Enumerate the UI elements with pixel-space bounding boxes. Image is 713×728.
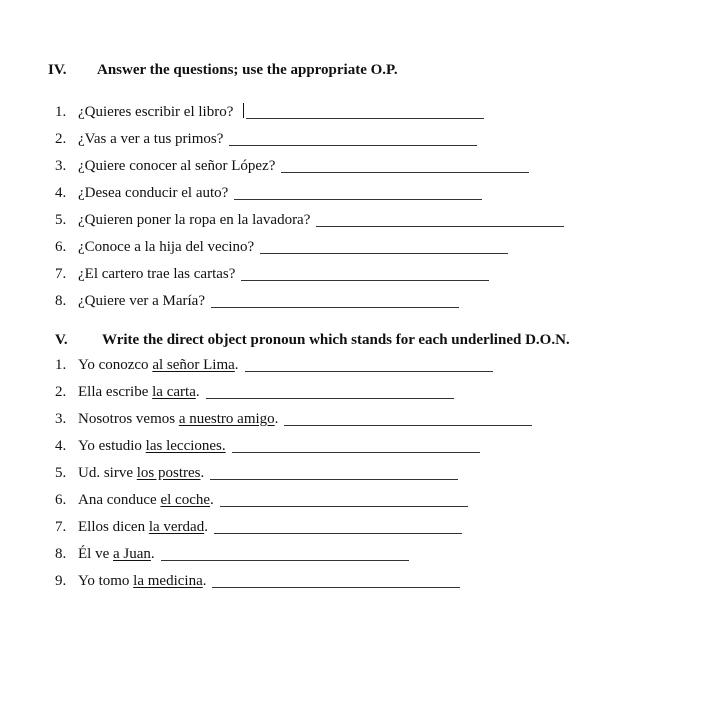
sentence-number: 6. [55, 492, 67, 508]
answer-blank[interactable] [234, 198, 482, 200]
answer-blank[interactable] [211, 306, 459, 308]
question-text: ¿Quieren poner la ropa en la lavadora? [78, 212, 311, 228]
underlined-don: las lecciones. [145, 438, 226, 454]
answer-blank[interactable] [316, 225, 564, 227]
sentence-text: Él ve [78, 546, 113, 562]
answer-blank[interactable] [241, 279, 489, 281]
sentence-number: 9. [55, 573, 67, 589]
sentence-text: Nosotros vemos [78, 411, 179, 427]
question-row [55, 184, 482, 202]
section-iv-numeral: IV. [48, 62, 67, 78]
question-text: ¿Vas a ver a tus primos? [78, 131, 224, 147]
sentence-punctuation: . [204, 519, 208, 535]
underlined-don: la carta [152, 384, 196, 400]
sentence-text: Ud. sirve [78, 465, 137, 481]
question-row [55, 292, 459, 310]
answer-blank[interactable] [220, 505, 468, 507]
sentence-row [55, 356, 493, 374]
answer-blank[interactable] [246, 117, 484, 119]
sentence-number: 5. [55, 465, 67, 481]
sentence-row [55, 545, 409, 563]
question-text: ¿Quiere conocer al señor López? [78, 158, 276, 174]
sentence-row [55, 491, 468, 509]
underlined-don: la verdad [148, 519, 205, 535]
answer-blank[interactable] [232, 451, 480, 453]
section-v-heading: Write the direct object pronoun which stands for each underlined D.O.N. [102, 332, 570, 348]
sentence-text: Ellos dicen [78, 519, 149, 535]
question-row [55, 238, 508, 256]
question-number: 5. [55, 212, 67, 228]
text-cursor [243, 103, 244, 118]
sentence-text: Yo tomo [78, 573, 134, 589]
question-number: 3. [55, 158, 67, 174]
sentence-text: Yo estudio [78, 438, 146, 454]
sentence-row [55, 437, 480, 455]
sentence-number: 1. [55, 357, 67, 373]
question-text: ¿Quieres escribir el libro? [78, 104, 234, 120]
question-row [55, 265, 489, 283]
question-text: ¿Quiere ver a María? [78, 293, 206, 309]
sentence-punctuation: . [195, 384, 200, 400]
underlined-don: la medicina [133, 573, 203, 589]
answer-blank[interactable] [212, 586, 460, 588]
sentence-text: Ana conduce [78, 492, 161, 508]
question-number: 4. [55, 185, 67, 201]
answer-blank[interactable] [214, 532, 462, 534]
underlined-don: los postres [136, 465, 201, 481]
sentence-punctuation: . [210, 492, 214, 508]
sentence-row [55, 464, 458, 482]
sentence-row [55, 410, 532, 428]
sentence-punctuation: . [234, 357, 239, 373]
underlined-don: al señor Lima [152, 357, 235, 373]
answer-blank[interactable] [260, 252, 508, 254]
sentence-number: 7. [55, 519, 67, 535]
sentence-punctuation: . [150, 546, 155, 562]
question-row [55, 157, 529, 175]
section-v-numeral: V. [55, 332, 68, 348]
underlined-don: el coche [160, 492, 211, 508]
sentence-number: 2. [55, 384, 67, 400]
answer-blank[interactable] [245, 370, 493, 372]
answer-blank[interactable] [281, 171, 529, 173]
question-number: 1. [55, 104, 67, 120]
sentence-row [55, 518, 462, 536]
question-text: ¿Conoce a la hija del vecino? [78, 239, 255, 255]
question-row [55, 103, 484, 121]
sentence-number: 4. [55, 438, 67, 454]
answer-blank[interactable] [161, 559, 409, 561]
underlined-don: a nuestro amigo [178, 411, 275, 427]
question-number: 8. [55, 293, 67, 309]
question-text: ¿El cartero trae las cartas? [78, 266, 236, 282]
sentence-row [55, 383, 454, 401]
answer-blank[interactable] [206, 397, 454, 399]
question-number: 2. [55, 131, 67, 147]
question-number: 6. [55, 239, 67, 255]
sentence-punctuation: . [200, 465, 205, 481]
underlined-don: a Juan [113, 546, 151, 562]
sentence-punctuation: . [274, 411, 279, 427]
question-number: 7. [55, 266, 67, 282]
sentence-text: Yo conozco [78, 357, 153, 373]
sentence-text: Ella escribe [78, 384, 153, 400]
sentence-number: 8. [55, 546, 67, 562]
answer-blank[interactable] [284, 424, 532, 426]
question-row [55, 130, 477, 148]
answer-blank[interactable] [229, 144, 477, 146]
sentence-row [55, 572, 460, 590]
answer-blank[interactable] [210, 478, 458, 480]
question-row [55, 211, 564, 229]
section-iv-heading: Answer the questions; use the appropriate O.P. [97, 62, 398, 78]
question-text: ¿Desea conducir el auto? [78, 185, 229, 201]
sentence-number: 3. [55, 411, 67, 427]
sentence-punctuation: . [202, 573, 207, 589]
